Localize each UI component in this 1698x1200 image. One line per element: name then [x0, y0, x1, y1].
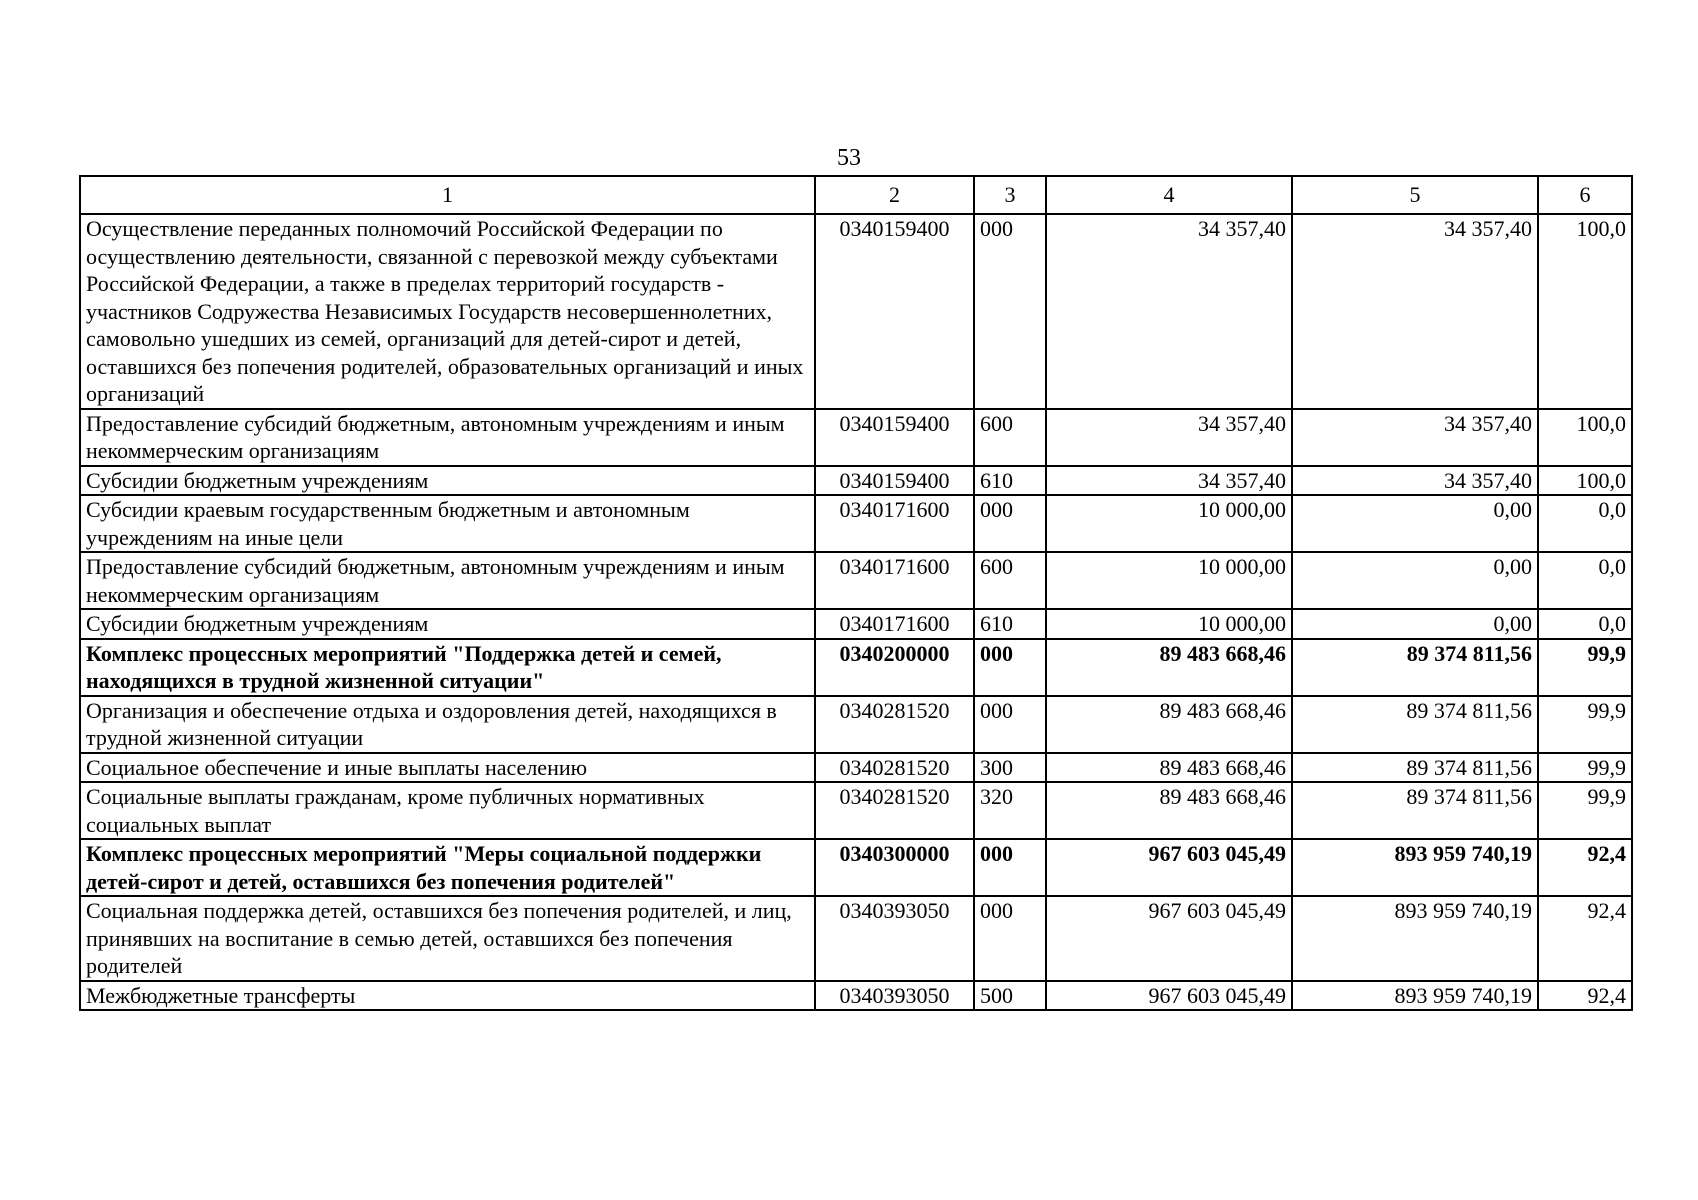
row-actual-amount: 89 374 811,56	[1292, 753, 1538, 783]
column-header: 5	[1292, 176, 1538, 214]
row-target-code: 0340159400	[815, 214, 974, 409]
row-percent: 0,0	[1538, 552, 1632, 609]
row-target-code: 0340300000	[815, 839, 974, 896]
row-percent: 100,0	[1538, 466, 1632, 496]
row-actual-amount: 0,00	[1292, 552, 1538, 609]
row-actual-amount: 34 357,40	[1292, 466, 1538, 496]
table-row	[80, 495, 1632, 552]
row-expense-type: 610	[974, 609, 1046, 639]
row-expense-type: 000	[974, 214, 1046, 409]
table-row	[80, 609, 1632, 639]
row-target-code: 0340171600	[815, 552, 974, 609]
row-target-code: 0340159400	[815, 466, 974, 496]
table-row	[80, 753, 1632, 783]
row-expense-type: 600	[974, 552, 1046, 609]
row-expense-type: 000	[974, 896, 1046, 981]
row-target-code: 0340393050	[815, 981, 974, 1011]
row-target-code: 0340281520	[815, 696, 974, 753]
row-actual-amount: 34 357,40	[1292, 409, 1538, 466]
row-planned-amount: 89 483 668,46	[1046, 782, 1292, 839]
table-row	[80, 639, 1632, 696]
row-target-code: 0340281520	[815, 782, 974, 839]
row-percent: 92,4	[1538, 839, 1632, 896]
row-planned-amount: 967 603 045,49	[1046, 981, 1292, 1011]
table-row	[80, 782, 1632, 839]
row-actual-amount: 89 374 811,56	[1292, 696, 1538, 753]
row-expense-type: 600	[974, 409, 1046, 466]
row-percent: 99,9	[1538, 753, 1632, 783]
row-actual-amount: 0,00	[1292, 495, 1538, 552]
row-description: Социальные выплаты гражданам, кроме публичных нормативных социальных выплат	[80, 782, 815, 839]
table-row	[80, 981, 1632, 1011]
row-expense-type: 610	[974, 466, 1046, 496]
row-target-code: 0340281520	[815, 753, 974, 783]
table-row	[80, 409, 1632, 466]
row-description: Субсидии бюджетным учреждениям	[80, 609, 815, 639]
column-header: 3	[974, 176, 1046, 214]
column-header: 2	[815, 176, 974, 214]
row-description: Социальная поддержка детей, оставшихся без попечения родителей, и лиц, принявших на воспитание в семью детей, оставшихся без попечения родителей	[80, 896, 815, 981]
row-description: Субсидии бюджетным учреждениям	[80, 466, 815, 496]
row-percent: 0,0	[1538, 609, 1632, 639]
row-target-code: 0340171600	[815, 495, 974, 552]
row-expense-type: 000	[974, 639, 1046, 696]
row-target-code: 0340159400	[815, 409, 974, 466]
row-expense-type: 320	[974, 782, 1046, 839]
row-expense-type: 300	[974, 753, 1046, 783]
row-description: Межбюджетные трансферты	[80, 981, 815, 1011]
column-header: 1	[80, 176, 815, 214]
row-percent: 0,0	[1538, 495, 1632, 552]
row-actual-amount: 34 357,40	[1292, 214, 1538, 409]
row-planned-amount: 967 603 045,49	[1046, 896, 1292, 981]
row-target-code: 0340393050	[815, 896, 974, 981]
row-percent: 92,4	[1538, 896, 1632, 981]
row-description: Предоставление субсидий бюджетным, автономным учреждениям и иным некоммерческим организациям	[80, 409, 815, 466]
table-row	[80, 696, 1632, 753]
row-actual-amount: 89 374 811,56	[1292, 639, 1538, 696]
table-row	[80, 466, 1632, 496]
row-percent: 99,9	[1538, 639, 1632, 696]
row-description: Комплекс процессных мероприятий "Меры социальной поддержки детей-сирот и детей, оставшихся без попечения родителей"	[80, 839, 815, 896]
header-row	[80, 176, 1632, 214]
row-target-code: 0340200000	[815, 639, 974, 696]
column-header: 6	[1538, 176, 1632, 214]
row-expense-type: 000	[974, 495, 1046, 552]
row-planned-amount: 34 357,40	[1046, 409, 1292, 466]
row-planned-amount: 34 357,40	[1046, 214, 1292, 409]
table-row	[80, 214, 1632, 409]
row-percent: 100,0	[1538, 214, 1632, 409]
row-percent: 92,4	[1538, 981, 1632, 1011]
row-description: Комплекс процессных мероприятий "Поддержка детей и семей, находящихся в трудной жизненной ситуации"	[80, 639, 815, 696]
row-planned-amount: 10 000,00	[1046, 609, 1292, 639]
row-percent: 99,9	[1538, 782, 1632, 839]
row-actual-amount: 893 959 740,19	[1292, 839, 1538, 896]
row-description: Субсидии краевым государственным бюджетным и автономным учреждениям на иные цели	[80, 495, 815, 552]
row-actual-amount: 893 959 740,19	[1292, 981, 1538, 1011]
table-row	[80, 896, 1632, 981]
row-percent: 99,9	[1538, 696, 1632, 753]
row-actual-amount: 89 374 811,56	[1292, 782, 1538, 839]
row-expense-type: 000	[974, 839, 1046, 896]
row-actual-amount: 893 959 740,19	[1292, 896, 1538, 981]
row-description: Предоставление субсидий бюджетным, автономным учреждениям и иным некоммерческим организациям	[80, 552, 815, 609]
row-description: Социальное обеспечение и иные выплаты населению	[80, 753, 815, 783]
page-number: 53	[837, 145, 861, 171]
table-row	[80, 839, 1632, 896]
row-percent: 100,0	[1538, 409, 1632, 466]
row-planned-amount: 967 603 045,49	[1046, 839, 1292, 896]
row-planned-amount: 89 483 668,46	[1046, 696, 1292, 753]
column-header: 4	[1046, 176, 1292, 214]
row-actual-amount: 0,00	[1292, 609, 1538, 639]
row-planned-amount: 89 483 668,46	[1046, 639, 1292, 696]
row-description: Организация и обеспечение отдыха и оздоровления детей, находящихся в трудной жизненной ситуации	[80, 696, 815, 753]
row-planned-amount: 89 483 668,46	[1046, 753, 1292, 783]
row-planned-amount: 10 000,00	[1046, 495, 1292, 552]
row-planned-amount: 10 000,00	[1046, 552, 1292, 609]
budget-table	[79, 175, 1633, 1011]
row-expense-type: 000	[974, 696, 1046, 753]
row-planned-amount: 34 357,40	[1046, 466, 1292, 496]
row-expense-type: 500	[974, 981, 1046, 1011]
row-description: Осуществление переданных полномочий Российской Федерации по осуществлению деятельности, связанной с перевозкой между субъектами Российской Федерации, а также в пределах территорий государств - участников Содружества Независимых Государств несовершеннолетних, самовольно ушедших из семей, организаций для детей-сирот и детей, оставшихся без попечения родителей, образовательных организаций и иных организаций	[80, 214, 815, 409]
row-target-code: 0340171600	[815, 609, 974, 639]
table-row	[80, 552, 1632, 609]
